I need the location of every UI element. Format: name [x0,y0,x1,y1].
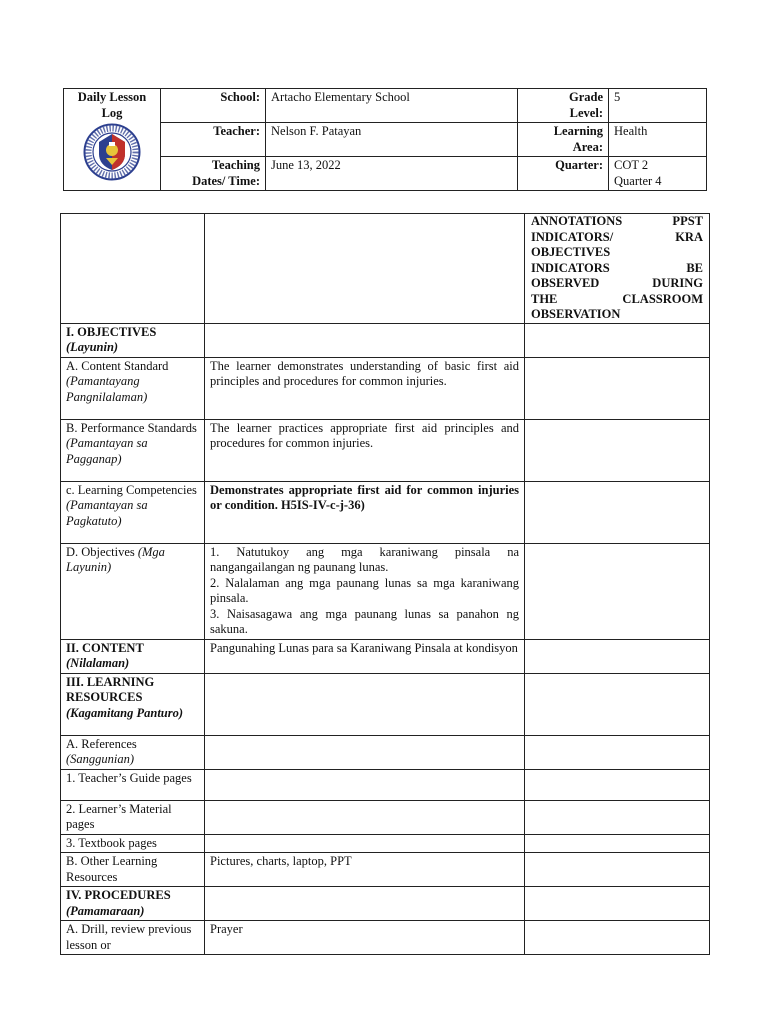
references-label [61,735,205,769]
drill-label: A. Drill, review previous lesson or [61,921,205,955]
dll-title-line2: Log [101,105,123,120]
table-row [61,639,710,673]
row-subtitle: (Pamantayan sa Pagganap) [66,436,148,466]
table-row [61,735,710,769]
drill-annotation [525,921,710,955]
deped-seal-icon [81,123,143,181]
table-row [61,323,710,357]
row-subtitle: (Layunin) [66,340,119,354]
tb-pages-value [205,834,525,853]
row-subtitle: (Sanggunian) [66,752,135,766]
dll-title-line1: Daily Lesson [77,90,147,104]
annotations-line: OBJECTIVES [531,245,611,259]
row-title: II. CONTENT [66,640,144,655]
list-item: 3. Naisasagawa ang mga paunang lunas sa panahon ng sakuna. [210,606,519,636]
teacher-value: Nelson F. Patayan [266,123,518,157]
row-subtitle: (Mga Layunin) [66,544,165,574]
row-subtitle: (Nilalaman) [66,656,130,670]
objectives-annotation [525,323,710,357]
tg-pages-label: 1. Teacher’s Guide pages [61,769,205,800]
procedures-value [205,887,525,921]
annotations-line: THE CLASSROOM [531,291,703,306]
performance-standards-value: The learner practices appropriate first aid principles and procedures for common injuries. [205,419,525,481]
school-label: School: [161,89,266,123]
row-title: A. Content Standard [66,358,169,373]
procedures-label [61,887,205,921]
procedures-annotation [525,887,710,921]
table-row [61,834,710,853]
grade-label-1: Grade [568,90,603,104]
competencies-value: Demonstrates appropriate first aid for common injuries or condition. H5IS-IV-c-j-36) [205,481,525,543]
table-row [61,419,710,481]
area-value: Health [609,123,707,157]
lm-pages-label: 2. Learner’s Material pages [61,800,205,834]
row-subtitle: (Pamamaraan) [66,903,145,918]
drill-value: Prayer [205,921,525,955]
dates-label-cell [161,157,266,191]
content-standard-annotation [525,357,710,419]
other-resources-label: B. Other Learning Resources [61,853,205,887]
row-title: D. Objectives [66,544,135,559]
tg-pages-value [205,769,525,800]
blank-header-cell-2 [205,214,525,324]
other-resources-annotation [525,853,710,887]
table-row [61,800,710,834]
blank-header-cell-1 [61,214,205,324]
teacher-label: Teacher: [161,123,266,157]
row-title: c. Learning Competencies [66,482,197,497]
lm-pages-annotation [525,800,710,834]
row-subtitle: (Pamantayan sa Pagkatuto) [66,498,148,528]
area-label-1: Learning [553,124,603,138]
mga-layunin-annotation [525,543,710,639]
tg-pages-annotation [525,769,710,800]
tb-pages-annotation [525,834,710,853]
dll-title-cell [64,89,161,191]
resources-annotation [525,673,710,735]
row-title: IV. PROCEDURES [66,888,171,902]
annotations-header [525,214,710,324]
grade-label-2: Level: [569,105,603,120]
row-subtitle: (Kagamitang Panturo) [66,705,184,720]
table-row [61,543,710,639]
annotations-line: OBSERVATION [531,307,621,321]
table-row [61,853,710,887]
row-title: A. References [66,736,137,751]
grade-value: 5 [609,89,707,123]
competencies-annotation [525,481,710,543]
content-standard-value: The learner demonstrates understanding of basic first aid principles and procedures for common injuries. [205,357,525,419]
references-annotation [525,735,710,769]
quarter-value-1: COT 2 [614,158,649,172]
dates-value: June 13, 2022 [266,157,518,191]
table-row [61,357,710,419]
row-title: III. LEARNING RESOURCES [66,674,155,704]
mga-layunin-value [205,543,525,639]
references-value [205,735,525,769]
annotations-line: OBSERVED DURING [531,276,703,290]
list-item: 1. Natutukoy ang mga karaniwang pinsala na nangangailangan ng paunang lunas. [210,544,519,574]
annotations-line: INDICATORS BE [531,260,703,275]
mga-layunin-label [61,543,205,639]
table-row [61,481,710,543]
performance-standards-annotation [525,419,710,481]
table-row [61,769,710,800]
resources-label [61,673,205,735]
content-annotation [525,639,710,673]
row-title: B. Performance Standards [66,420,197,435]
objectives-label [61,323,205,357]
objectives-value [205,323,525,357]
table-row [61,921,710,955]
dates-label-1: Teaching [211,158,260,172]
quarter-label: Quarter: [518,157,609,191]
list-item: 2. Nalalaman ang mga paunang lunas sa mga karaniwang pinsala. [210,575,519,605]
grade-label-cell [518,89,609,123]
area-label-2: Area: [572,139,603,154]
header-table [63,88,707,191]
table-row [61,887,710,921]
annotations-line: INDICATORS/ KRA [531,229,703,244]
quarter-value-cell [609,157,707,191]
dates-label-2: Dates/ Time: [192,173,260,188]
performance-standards-label [61,419,205,481]
content-value: Pangunahing Lunas para sa Karaniwang Pinsala at kondisyon [205,639,525,673]
quarter-value-2: Quarter 4 [614,173,662,188]
area-label-cell [518,123,609,157]
tb-pages-label: 3. Textbook pages [61,834,205,853]
other-resources-value: Pictures, charts, laptop, PPT [205,853,525,887]
content-standard-label [61,357,205,419]
school-value: Artacho Elementary School [266,89,518,123]
lesson-plan-table [60,213,710,955]
table-row [61,673,710,735]
annotations-line: ANNOTATIONS PPST [531,214,703,228]
row-title: I. OBJECTIVES [66,324,157,339]
resources-value [205,673,525,735]
competencies-label [61,481,205,543]
lm-pages-value [205,800,525,834]
content-label [61,639,205,673]
row-subtitle: (Pamantayang Pangnilalaman) [66,374,148,404]
